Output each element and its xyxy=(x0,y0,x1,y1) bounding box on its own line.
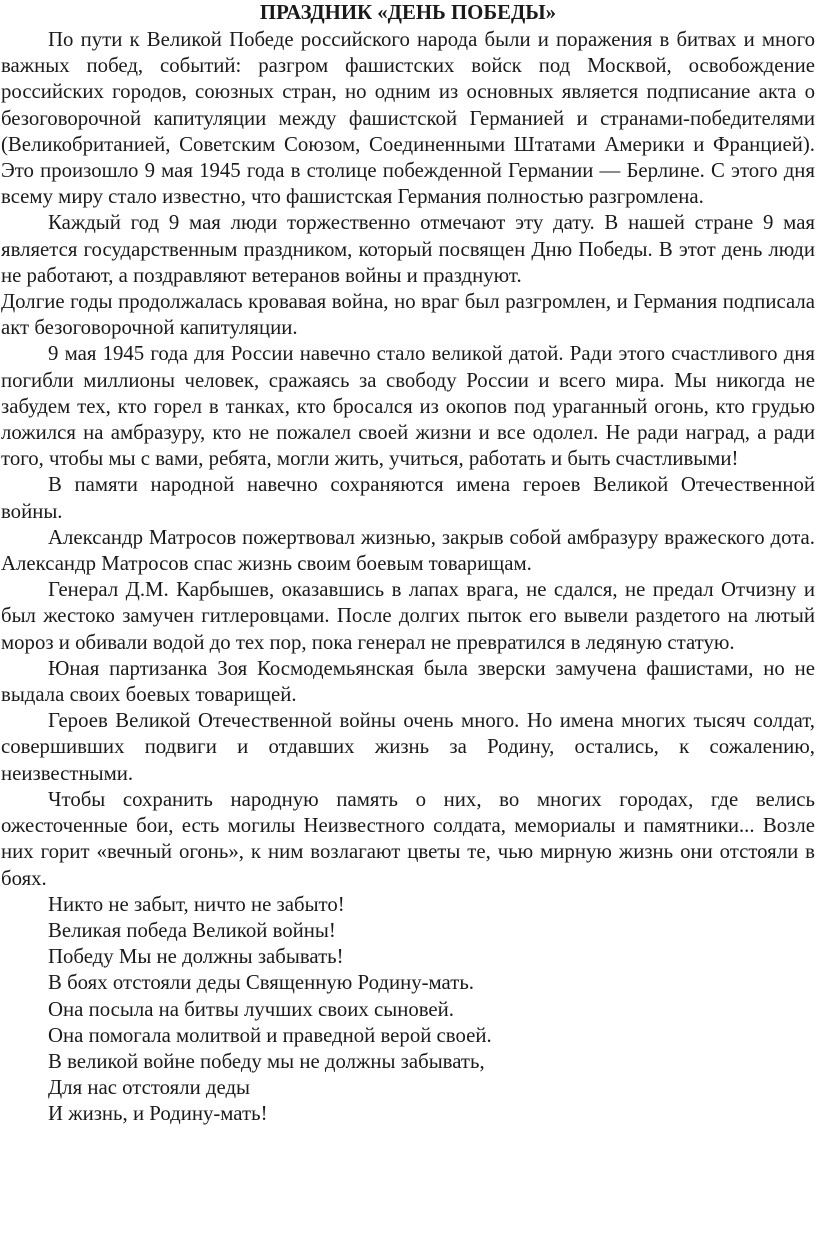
poem-line: Победу Мы не должны забывать! xyxy=(48,945,344,969)
poem-line: Для нас отстояли деды xyxy=(48,1076,250,1100)
poem-line: Великая победа Великой войны! xyxy=(48,918,336,942)
paragraph-7: Генерал Д.М. Карбышев, оказавшись в лапах врага, не сдался, не предал Отчизну и был жестоко замучен гитлеровцами. После долгих пыток его вывели раздетого на лютый мороз и обивали водой до тех пор, пока генерал не превратился в ледяную статую. xyxy=(1,578,815,654)
paragraph-1: По пути к Великой Победе российского народа были и поражения в битвах и много важных побед, событий: разгром фашистских войск под Москвой, освобождение российских городов, союзных стран, но одним из основных является подписание акта о безоговорочной капитуляции между фашистской Германией и странами-победителями (Великобританией, Советским Союзом, Соединенными Штатами Америки и Францией). Это произошло 9 мая 1945 года в столице побежденной Германии — Берлине. С этого дня всему миру стало известно, что фашистская Германия полностью разгромлена. xyxy=(1,28,815,209)
paragraph-3: Долгие годы продолжалась кровавая война, но враг был разгромлен, и Германия подписала акт безоговорочной капитуляции. xyxy=(1,290,815,340)
paragraph-8: Юная партизанка Зоя Космодемьянская была зверски замучена фашистами, но не выдала своих боевых товарищей. xyxy=(1,656,815,707)
paragraph-5: В памяти народной навечно сохраняются имена героев Великой Отечественной войны. xyxy=(1,473,815,523)
poem-line: И жизнь, и Родину-мать! xyxy=(48,1102,268,1126)
poem-line: Никто не забыт, ничто не забыто! xyxy=(48,892,345,916)
paragraph-6: Александр Матросов пожертвовал жизнью, закрыв собой амбразуру вражеского дота. Александр Матросов спас жизнь своим боевым товарищам. xyxy=(1,525,815,576)
poem-line: Она помогала молитвой и праведной верой своей. xyxy=(48,1023,492,1047)
document-body xyxy=(0,27,816,1128)
poem-line: В боях отстояли деды Священную Родину-мать. xyxy=(48,971,475,995)
paragraph-4: 9 мая 1945 года для России навечно стало великой датой. Ради этого счастливого дня погибли миллионы человек, сражаясь за свободу России и всего мира. Мы никогда не забудем тех, кто горел в танках, кто бросался из окопов под ураганный огонь, кто грудью ложился на амбразуру, кто не пожалел своей жизни и все одолел. Не ради наград, а ради того, чтобы мы с вами, ребята, могли жить, учиться, работать и быть счастливыми! xyxy=(1,342,815,471)
poem xyxy=(1,892,815,1128)
poem-line: В великой войне победу мы не должны забывать, xyxy=(48,1049,485,1073)
paragraph-2: Каждый год 9 мая люди торжественно отмечают эту дату. В нашей стране 9 мая является государственным праздником, который посвящен Дню Победы. В этот день люди не работают, а поздравляют ветеранов войны и празднуют. xyxy=(1,211,815,287)
paragraph-10: Чтобы сохранить народную память о них, во многих городах, где велись ожесточенные бои, есть могилы Неизвестного солдата, мемориалы и памятники... Возле них горит «вечный огонь», к ним возлагают цветы те, чью мирную жизнь они отстояли в боях. xyxy=(1,787,815,890)
poem-line: Она посыла на битвы лучших своих сыновей. xyxy=(48,997,454,1021)
paragraph-9: Героев Великой Отечественной войны очень много. Но имена многих тысяч солдат, совершивших подвиги и отдавших жизнь за Родину, остались, к сожалению, неизвестными. xyxy=(1,709,815,785)
document-title: ПРАЗДНИК «ДЕНЬ ПОБЕДЫ» xyxy=(259,1,557,24)
